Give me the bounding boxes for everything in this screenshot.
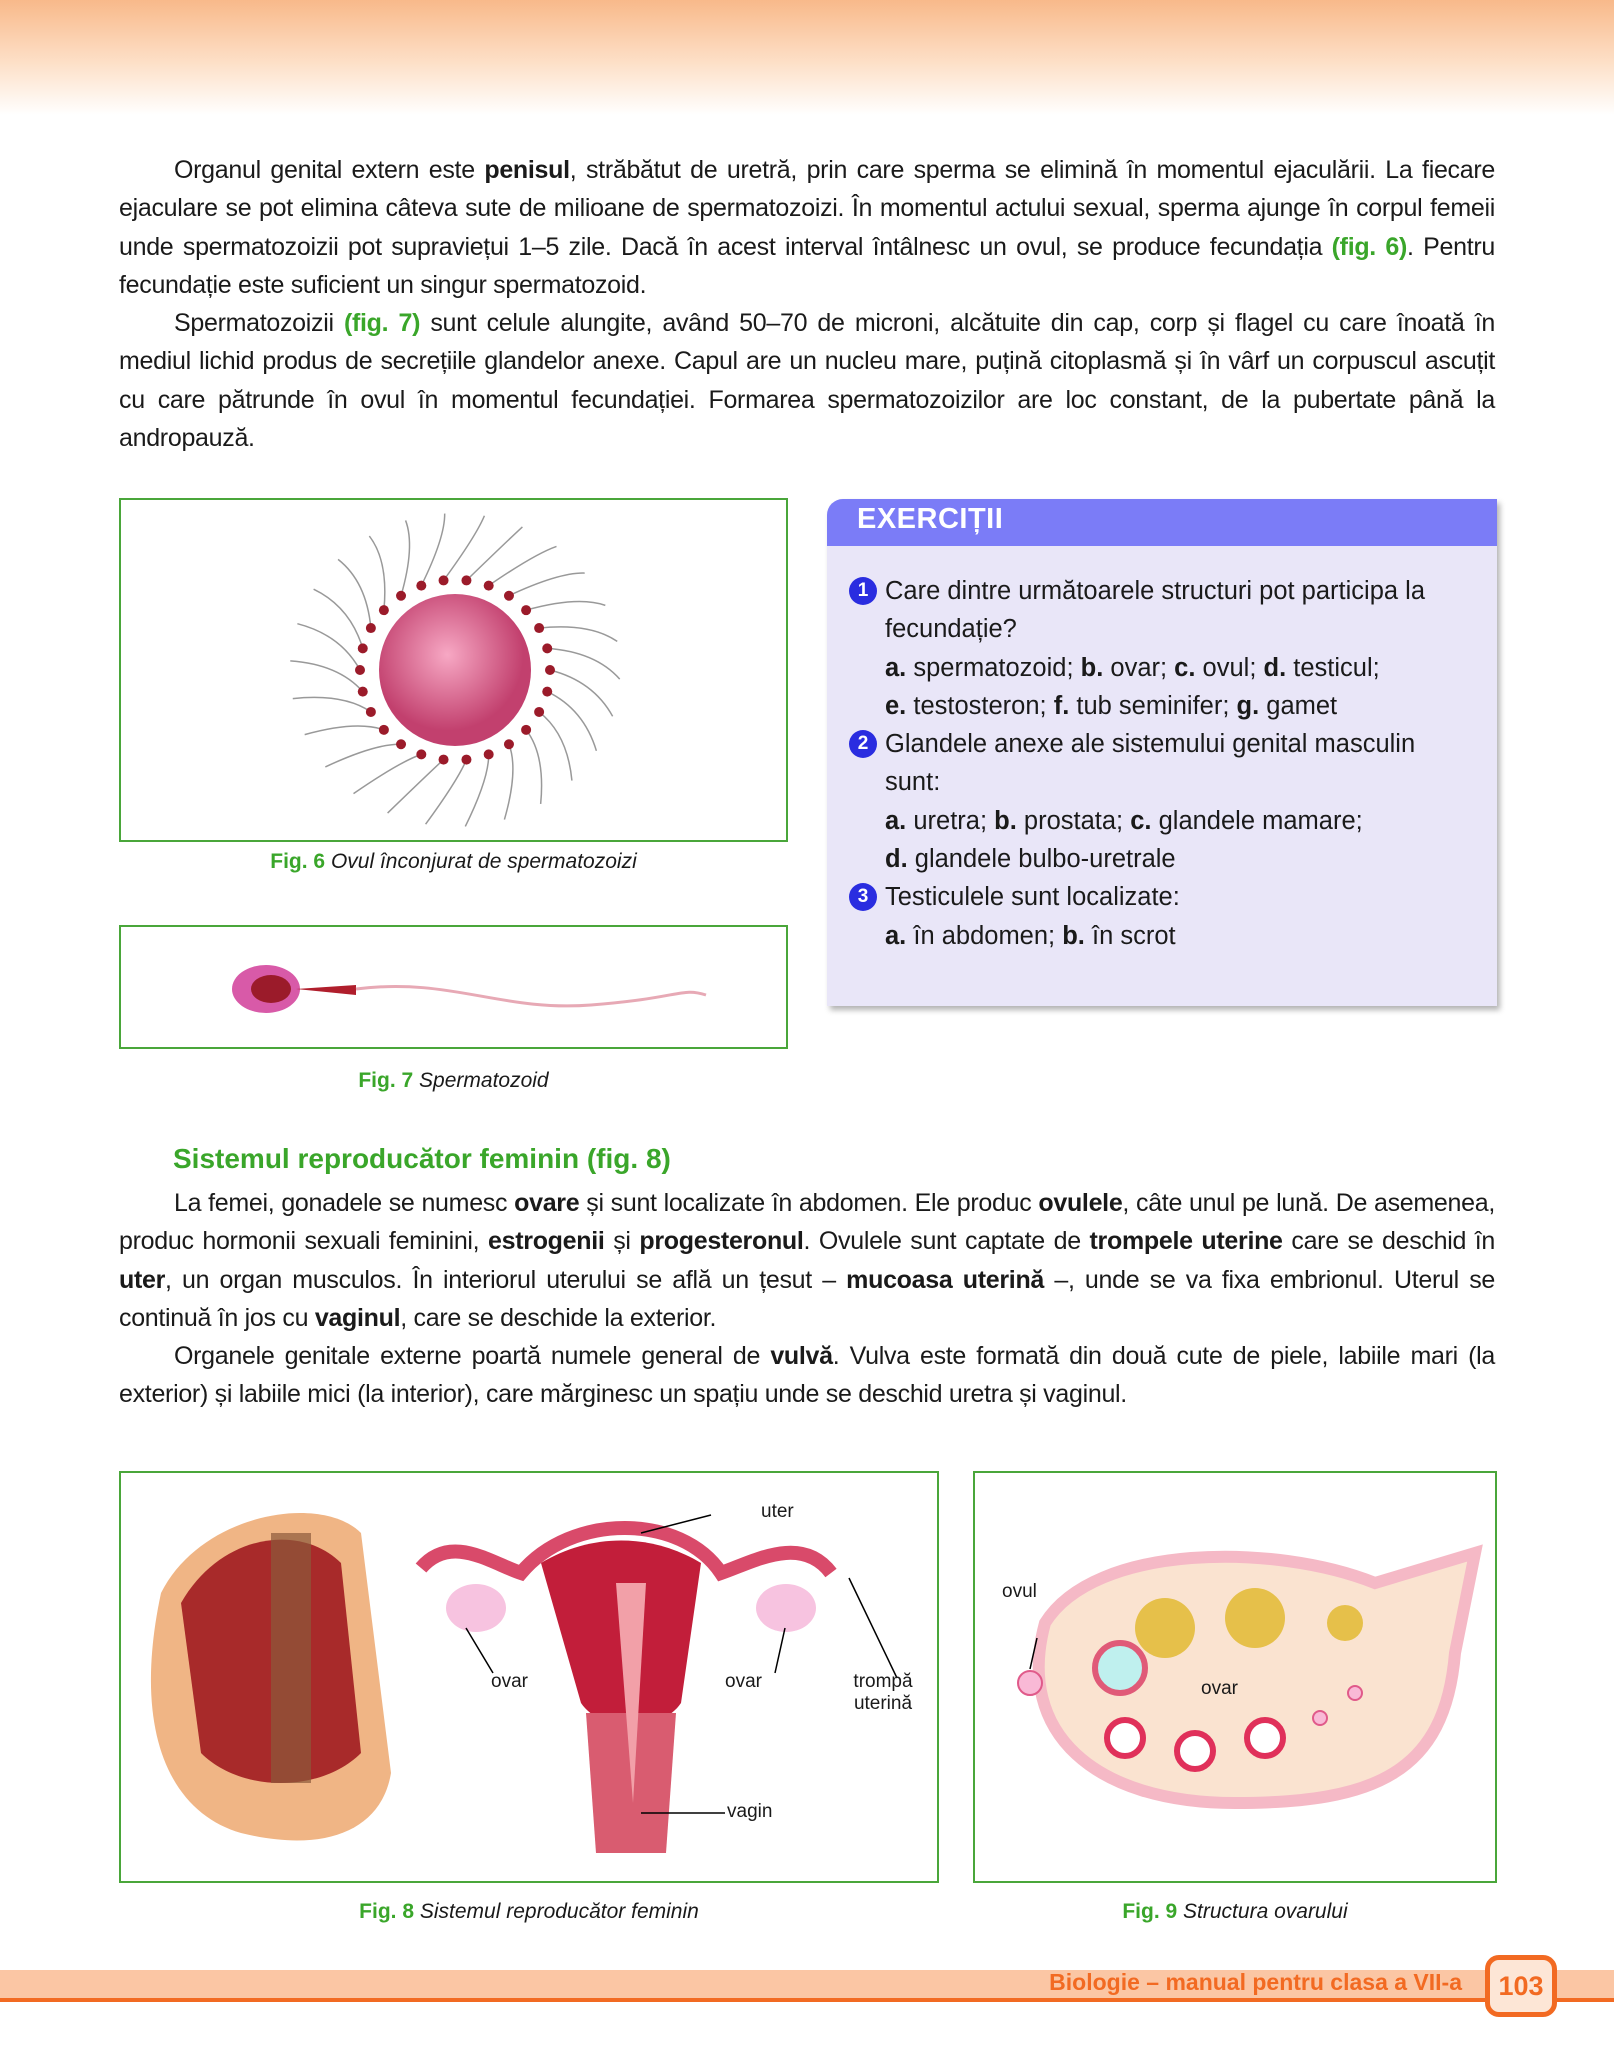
bold-term: e. [885,691,907,720]
fig7-title: Spermatozoid [419,1069,549,1092]
label-ovul: ovul [1002,1581,1037,1602]
fig6-caption [119,850,788,874]
fig9-number: Fig. 9 [1122,1900,1178,1923]
text-run: spermatozoid; [906,653,1081,682]
page-number: 103 [1485,1955,1557,2017]
fig9-caption [973,1900,1497,1924]
bold-term: c. [1174,653,1196,682]
bold-term: trompele uterine [1089,1227,1283,1256]
text-run: Organele genitale externe poartă numele general de [174,1342,771,1371]
text-run: Organul genital extern este [174,156,485,184]
sperm-tail [526,602,605,611]
text-run: prostata; [1016,806,1131,835]
text-run: testicul; [1286,653,1380,682]
bold-term: vulvă [770,1342,833,1371]
exercises-list [827,546,1497,955]
bold-term: b. [1080,653,1104,682]
text-run: care se deschid în [1282,1227,1496,1256]
label-ovar-left: ovar [491,1671,528,1692]
exercise-options [885,687,1477,725]
exercise-item [849,572,1477,725]
sperm-head [534,707,544,717]
sperm-head [396,591,406,601]
sperm-tail [426,760,467,825]
text-run: , un organ musculos. În interiorul uterului se află un țesut – [165,1265,847,1294]
fig9-title: Structura ovarului [1183,1900,1348,1923]
sperm-tail [388,760,444,813]
sperm-tail [539,712,572,781]
paragraph [119,1337,1495,1414]
fig6-image [119,498,788,842]
fig7-number: Fig. 7 [358,1069,414,1092]
sperm-tail [444,516,485,581]
label-vagin: vagin [727,1801,773,1822]
sperm-head [439,575,449,585]
bold-term: uter [119,1265,166,1294]
fig6-title: Ovul înconjurat de spermatozoizi [330,850,637,873]
text-run: în abdomen; [906,921,1063,950]
sperm-head [534,623,544,633]
sperm-tail [305,726,384,735]
bold-term: ovulele [1038,1189,1123,1217]
footer-book-title: Biologie – manual pentru clasa a VII-a [1049,1969,1462,1995]
fig8-image [119,1471,939,1883]
sperm-illustration [121,927,788,1049]
text-run: uretra; [906,806,995,835]
sperm-head [521,605,531,615]
text-run: , câte unul pe lună. De asemenea, produc hormonii sexuali feminini, [119,1189,1495,1256]
sperm-tail [547,692,596,751]
text-run: . Ovulele sunt captate de [803,1227,1090,1256]
sperm-head [379,605,389,615]
paragraph [119,1184,1495,1337]
sperm-tail [290,661,362,692]
text-run: în scrot [1084,921,1176,950]
exercises-box [827,499,1497,1006]
female-reproductive-illustration [121,1473,939,1883]
text-run: ovar; [1103,653,1175,682]
bold-term: d. [1263,653,1287,682]
sperm-head [542,687,552,697]
fig7-caption [119,1069,788,1093]
figure-reference: (fig. 7) [343,309,421,338]
sperm-head [439,755,449,765]
sperm-head [396,739,406,749]
bold-term: ovare [514,1189,580,1217]
text-run: și [604,1227,640,1256]
bold-term: a. [885,921,907,950]
exercises-title: EXERCIȚII [827,499,1497,546]
text-run: , care se deschide la exterior. [400,1303,717,1332]
text-run: –, unde se va fixa embrionul. Uterul se continuă în jos cu [119,1265,1495,1332]
figure-reference: (fig. 6) [1331,232,1408,261]
fig8-title: Sistemul reproducător feminin [419,1900,699,1923]
bold-term: penisul [484,156,570,184]
sperm-tail [539,627,617,642]
sperm-head [366,707,376,717]
sperm-tail [354,754,422,793]
exercise-item [849,725,1477,878]
text-run: sunt celule alungite, având 50–70 de microni, alcătuite din cap, corp și flagel cu care înoată în mediul lichid produs de secrețiile glandelor anexe. Capul are un nucleu mare, puțină citoplasmă și în vârf un corpuscul ascuțit cu care pătrunde în ovul în momentul fecundației. Formarea spermatozoizilor are loc constant, de la pubertate până la andropauză. [119,309,1495,453]
sperm-tail [314,589,363,648]
bold-term: f. [1053,691,1070,720]
sperm-tail [509,573,585,596]
bold-term: d. [885,845,908,874]
bold-term: mucoasa uterină [846,1265,1045,1294]
bold-term: a. [885,653,907,682]
exercise-question: Care dintre următoarele structuri pot participa la fecundație? [885,577,1425,644]
sperm-head [358,643,368,653]
sperm-head [416,581,426,591]
paragraph [119,304,1495,457]
sperm-tail [421,514,444,586]
sperm-head [366,623,376,633]
exercise-number-badge: 1 [849,577,877,605]
sperm-tail [504,744,512,819]
sperm-head [545,665,555,675]
sperm-head [355,665,365,675]
sperm-head [461,755,471,765]
exercise-question: Testiculele sunt localizate: [885,883,1180,912]
sperm-head [484,749,494,759]
exercise-options [885,840,1477,878]
sperm-tail [547,648,619,679]
section-heading-text: Sistemul reproducător feminin [173,1143,580,1174]
sperm-head [504,739,514,749]
section-text [119,1184,1495,1414]
label-uter: uter [761,1501,794,1522]
sperm-tail [401,520,409,595]
text-run: . Pentru fecundație este suficient un singur spermatozoid. [119,232,1496,299]
bold-term: g. [1236,691,1260,720]
label-ovar-right: ovar [725,1671,762,1692]
text-run: testosteron; [906,691,1054,720]
sperm-head [358,687,368,697]
text-run: și sunt localizate în abdomen. Ele produc [579,1189,1039,1217]
text-run: Spermatozoizii [174,309,344,338]
label-trompa-uterina: trompă uterină [853,1671,913,1714]
text-run: , străbătut de uretră, prin care sperma se elimină în momentul ejaculării. La fiecare ejaculare se pot elimina câteva sute de milioane de spermatozoizi. În momentul actului sexual, sperma ajunge în corpul femeii unde spermatozoizii pot supraviețui 1–5 zile. Dacă în acest interval întâlnesc un ovul, se produce fecundația [119,156,1495,261]
sperm-head [504,591,514,601]
sperm-tail [550,670,613,716]
text-run: La femei, gonadele se numesc [174,1189,515,1217]
sperm-head [542,643,552,653]
bold-term: b. [994,806,1017,835]
sperm-tail [369,536,384,610]
paragraph [119,151,1495,304]
exercise-options [885,917,1180,955]
text-run: glandele bulbo-uretrale [907,845,1176,874]
bold-term: a. [885,806,907,835]
egg-with-sperm-illustration [121,500,788,842]
text-run: . Vulva este formată din două cute de piele, labiile mari (la exterior) și labiile mici (la interior), care mărginesc un spațiu unde se deschid uretra și vaginul. [119,1342,1496,1409]
intro-text [119,151,1495,457]
sperm-tail [293,697,371,712]
sperm-head [379,725,389,735]
fig9-image [973,1471,1497,1883]
section-heading-ref: (fig. 8) [579,1143,671,1174]
section-heading [173,1143,671,1175]
text-run: glandele mamare; [1151,806,1363,835]
exercise-number-badge: 2 [849,730,877,758]
bold-term: c. [1130,806,1152,835]
bold-term: progesteronul [639,1227,804,1256]
sperm-tail [338,559,371,628]
text-run: gamet [1259,691,1338,720]
fig8-number: Fig. 8 [359,1900,415,1923]
sperm-tail [526,730,541,804]
fig8-caption [119,1900,939,1924]
bold-term: estrogenii [488,1227,605,1256]
exercise-question: Glandele anexe ale sistemului genital masculin sunt: [885,730,1416,797]
label-ovar: ovar [1201,1678,1238,1699]
bold-term: vaginul [314,1303,401,1332]
sperm-head [521,725,531,735]
sperm-head [416,749,426,759]
text-run: tub seminifer; [1069,691,1237,720]
sperm-tail [325,744,401,767]
header-band [0,0,1614,115]
footer-line [0,1998,1614,2002]
exercise-number-badge: 3 [849,883,877,911]
sperm-head [484,581,494,591]
fig7-image [119,925,788,1049]
exercise-item [849,878,1477,955]
exercise-options [885,649,1477,687]
exercise-options [885,802,1477,840]
sperm-tail [465,754,488,826]
text-run: ovul; [1195,653,1264,682]
fig6-number: Fig. 6 [270,850,326,873]
bold-term: b. [1062,921,1085,950]
sperm-head [461,575,471,585]
